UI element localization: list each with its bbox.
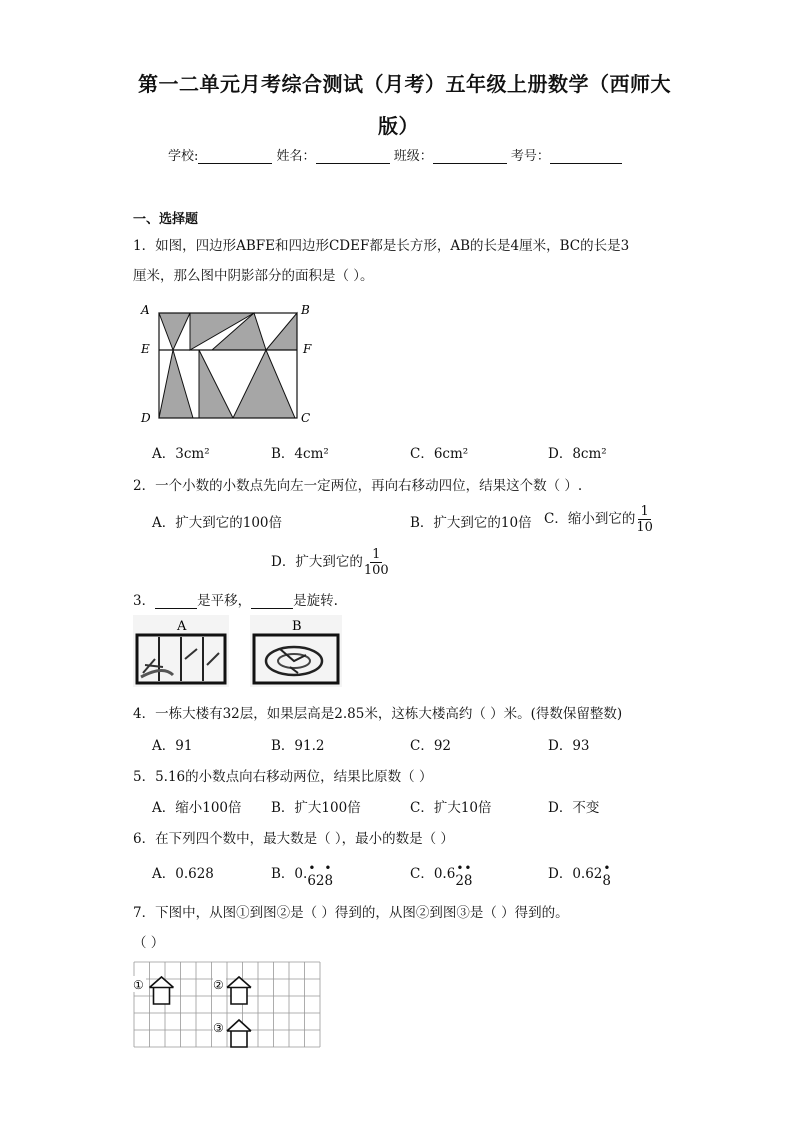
q2-option-c-denominator: 10: [636, 520, 653, 535]
q6-option-c-digits: 28: [455, 873, 473, 889]
q7-house-shape-2: [227, 977, 251, 1004]
q3-picture-b: [250, 615, 342, 687]
q7-label-3: ③: [213, 1021, 224, 1035]
q1-shaded-triangle-bottom3: [233, 350, 295, 418]
repeat-dot-icon: •: [603, 861, 611, 875]
q1-shaded-triangle-top4: [266, 313, 297, 350]
q5-option-d[interactable]: D．不变: [548, 800, 600, 816]
q2-option-c-fraction: [636, 505, 653, 534]
q1-shaded-triangle-bottom1: [159, 350, 193, 418]
q2-option-d-numerator: 1: [372, 547, 381, 562]
q1-label-a: A: [141, 303, 150, 317]
q2-option-b[interactable]: B．扩大到它的10倍: [410, 515, 532, 531]
page-title-line1: 第一二单元月考综合测试（月考）五年级上册数学（西师大: [138, 72, 671, 96]
q6-option-c-repeating: [455, 861, 473, 889]
repeat-dot-icon: •: [308, 861, 316, 875]
q6-stem: 6．在下列四个数中，最大数是（ ），最小的数是（ ）: [133, 831, 454, 847]
q4-option-c[interactable]: C．92: [410, 738, 452, 754]
q7-grid-figure: [133, 961, 325, 1051]
q4-option-b[interactable]: B．91.2: [271, 738, 325, 754]
repeat-dot-icon: •: [324, 861, 332, 875]
q1-label-b: B: [301, 303, 310, 317]
q5-option-c[interactable]: C．扩大10倍: [410, 800, 492, 816]
q6-option-d[interactable]: [548, 861, 611, 889]
q1-shaded-triangle-bottom2: [199, 350, 233, 418]
q3-suffix: 是旋转.: [293, 593, 338, 609]
q2-option-d-fraction: [364, 548, 389, 577]
q3-label-b: B: [292, 619, 302, 634]
q6-option-b-prefix: B．0.: [271, 866, 308, 882]
q3-mid: 是平移，: [197, 593, 252, 609]
q1-option-b[interactable]: B．4cm²: [271, 446, 329, 462]
q6-option-a[interactable]: A．0.628: [152, 866, 214, 882]
q4-option-d[interactable]: D．93: [548, 738, 590, 754]
repeat-dot-icon: •: [456, 861, 464, 875]
q1-label-d: D: [141, 411, 151, 425]
q7-answer-paren[interactable]: （ ）: [133, 935, 165, 951]
name-blank[interactable]: [316, 149, 390, 164]
q2-stem: 2．一个小数的小数点先向左一定两位，再向右移动四位，结果这个数（ ）.: [133, 478, 583, 494]
student-info-row: [168, 145, 622, 164]
q2-option-c[interactable]: [544, 505, 653, 534]
q6-option-d-repeating: [602, 861, 611, 889]
school-label: 学校:: [168, 149, 199, 164]
q3-prefix: 3．: [133, 593, 156, 609]
school-blank[interactable]: [198, 149, 272, 164]
exam-no-blank[interactable]: [550, 149, 622, 164]
section-heading: 一、选择题: [133, 212, 199, 227]
q2-option-d[interactable]: [271, 548, 389, 577]
q3-blank-2[interactable]: [251, 594, 293, 609]
q7-house-shape-1: [150, 977, 174, 1004]
q5-option-a[interactable]: A．缩小100倍: [152, 800, 242, 816]
q7-stem: 7．下图中，从图①到图②是（ ）得到的，从图②到图③是（ ）得到的。: [133, 905, 569, 921]
q5-stem: 5．5.16的小数点向右移动两位，结果比原数（ ）: [133, 769, 433, 785]
q6-option-b[interactable]: [271, 861, 334, 889]
q1-label-c: C: [301, 411, 311, 425]
q2-option-c-numerator: 1: [640, 504, 649, 519]
q1-option-c[interactable]: C．6cm²: [410, 446, 469, 462]
q1-option-a[interactable]: A．3cm²: [152, 446, 210, 462]
exam-no-label: 考号：: [510, 149, 550, 164]
q4-option-a[interactable]: A．91: [152, 738, 193, 754]
q2-option-d-denominator: 100: [363, 563, 389, 578]
q3-stem: [133, 589, 338, 609]
q1-stem-line1: 1．如图，四边形ABFE和四边形CDEF都是长方形，AB的长是4厘米，BC的长是3: [133, 238, 630, 254]
class-blank[interactable]: [433, 149, 507, 164]
q1-option-d[interactable]: D．8cm²: [548, 446, 607, 462]
q2-option-a[interactable]: A．扩大到它的100倍: [152, 515, 283, 531]
q4-stem: 4．一栋大楼有32层，如果层高是2.85米，这栋大楼高约（ ）米。(得数保留整数): [133, 706, 623, 722]
q2-option-d-text: D．扩大到它的: [271, 554, 363, 570]
page-title-line2: 版）: [378, 114, 419, 138]
q3-picture-a: [133, 615, 229, 687]
q3-blank-1[interactable]: [155, 594, 197, 609]
q7-house-shape-3: [227, 1020, 251, 1047]
q6-option-c[interactable]: [410, 861, 473, 889]
q6-option-d-digits: 8: [602, 873, 611, 889]
q6-option-d-prefix: D．0.62: [548, 866, 603, 882]
q5-option-b[interactable]: B．扩大100倍: [271, 800, 361, 816]
q7-label-1: ①: [133, 978, 144, 992]
q3-label-a: A: [177, 619, 187, 634]
q1-label-e: E: [141, 342, 150, 356]
q7-label-2: ②: [213, 978, 224, 992]
q1-rectangle-figure: [135, 300, 325, 430]
q1-shaded-triangle-top1: [159, 313, 190, 350]
q2-option-c-text: C．缩小到它的: [544, 511, 636, 527]
name-label: 姓名：: [276, 149, 316, 164]
q1-label-f: F: [303, 342, 312, 356]
repeat-dot-icon: •: [464, 861, 472, 875]
q6-option-b-digits: 628: [307, 873, 334, 889]
q6-option-c-prefix: C．0.6: [410, 866, 456, 882]
q6-option-b-repeating: [307, 861, 334, 889]
q1-stem-line2: 厘米，那么图中阴影部分的面积是（ ）。: [133, 268, 374, 284]
class-label: 班级：: [393, 149, 433, 164]
